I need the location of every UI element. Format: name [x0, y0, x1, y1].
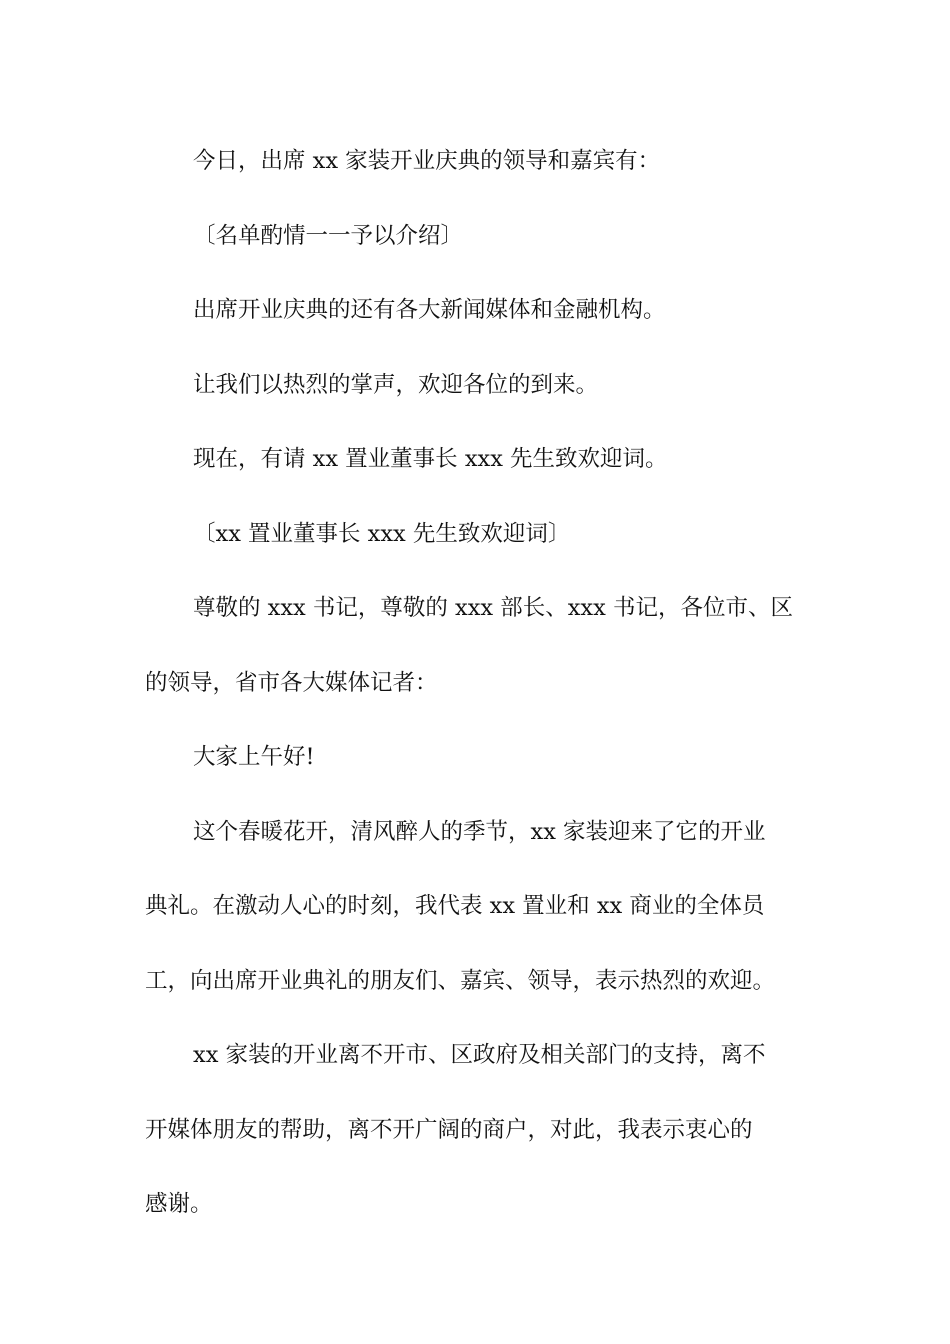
line: 今日，出席 xx 家装开业庆典的领导和嘉宾有：	[193, 148, 661, 174]
line: 的领导，省市各大媒体记者：	[145, 669, 438, 696]
document-body	[145, 124, 807, 1242]
line: 尊敬的 xxx 书记，尊敬的 xxx 部长、xxx 书记，各位市、区	[193, 595, 793, 621]
line: 〔xx 置业董事长 xxx 先生致欢迎词〕	[193, 520, 571, 547]
paragraph-3	[145, 273, 807, 348]
line: 这个春暖花开，清风醉人的季节，xx 家装迎来了它的开业	[193, 818, 766, 845]
line: 感谢。	[145, 1191, 213, 1217]
line: 〔名单酌情一一予以介绍〕	[193, 222, 464, 249]
paragraph-6	[145, 497, 807, 572]
paragraph-10	[145, 1018, 807, 1242]
line: 出席开业庆典的还有各大新闻媒体和金融机构。	[193, 297, 666, 323]
paragraph-9	[145, 795, 807, 1019]
line: xx 家装的开业离不开市、区政府及相关部门的支持，离不	[193, 1042, 766, 1068]
paragraph-2	[145, 199, 807, 274]
paragraph-8	[145, 720, 807, 795]
paragraph-5	[145, 422, 807, 497]
paragraph-7	[145, 571, 807, 720]
paragraph-4	[145, 348, 807, 423]
line: 现在，有请 xx 置业董事长 xxx 先生致欢迎词。	[193, 446, 668, 472]
line: 让我们以热烈的掌声，欢迎各位的到来。	[193, 371, 599, 398]
line: 工，向出席开业典礼的朋友们、嘉宾、领导，表示热烈的欢迎。	[145, 967, 776, 994]
paragraph-1	[145, 124, 807, 199]
line: 大家上午好!	[193, 744, 315, 770]
line: 典礼。在激动人心的时刻，我代表 xx 置业和 xx 商业的全体员	[145, 893, 765, 919]
line: 开媒体朋友的帮助，离不开广阔的商户，对此，我表示衷心的	[145, 1116, 753, 1143]
